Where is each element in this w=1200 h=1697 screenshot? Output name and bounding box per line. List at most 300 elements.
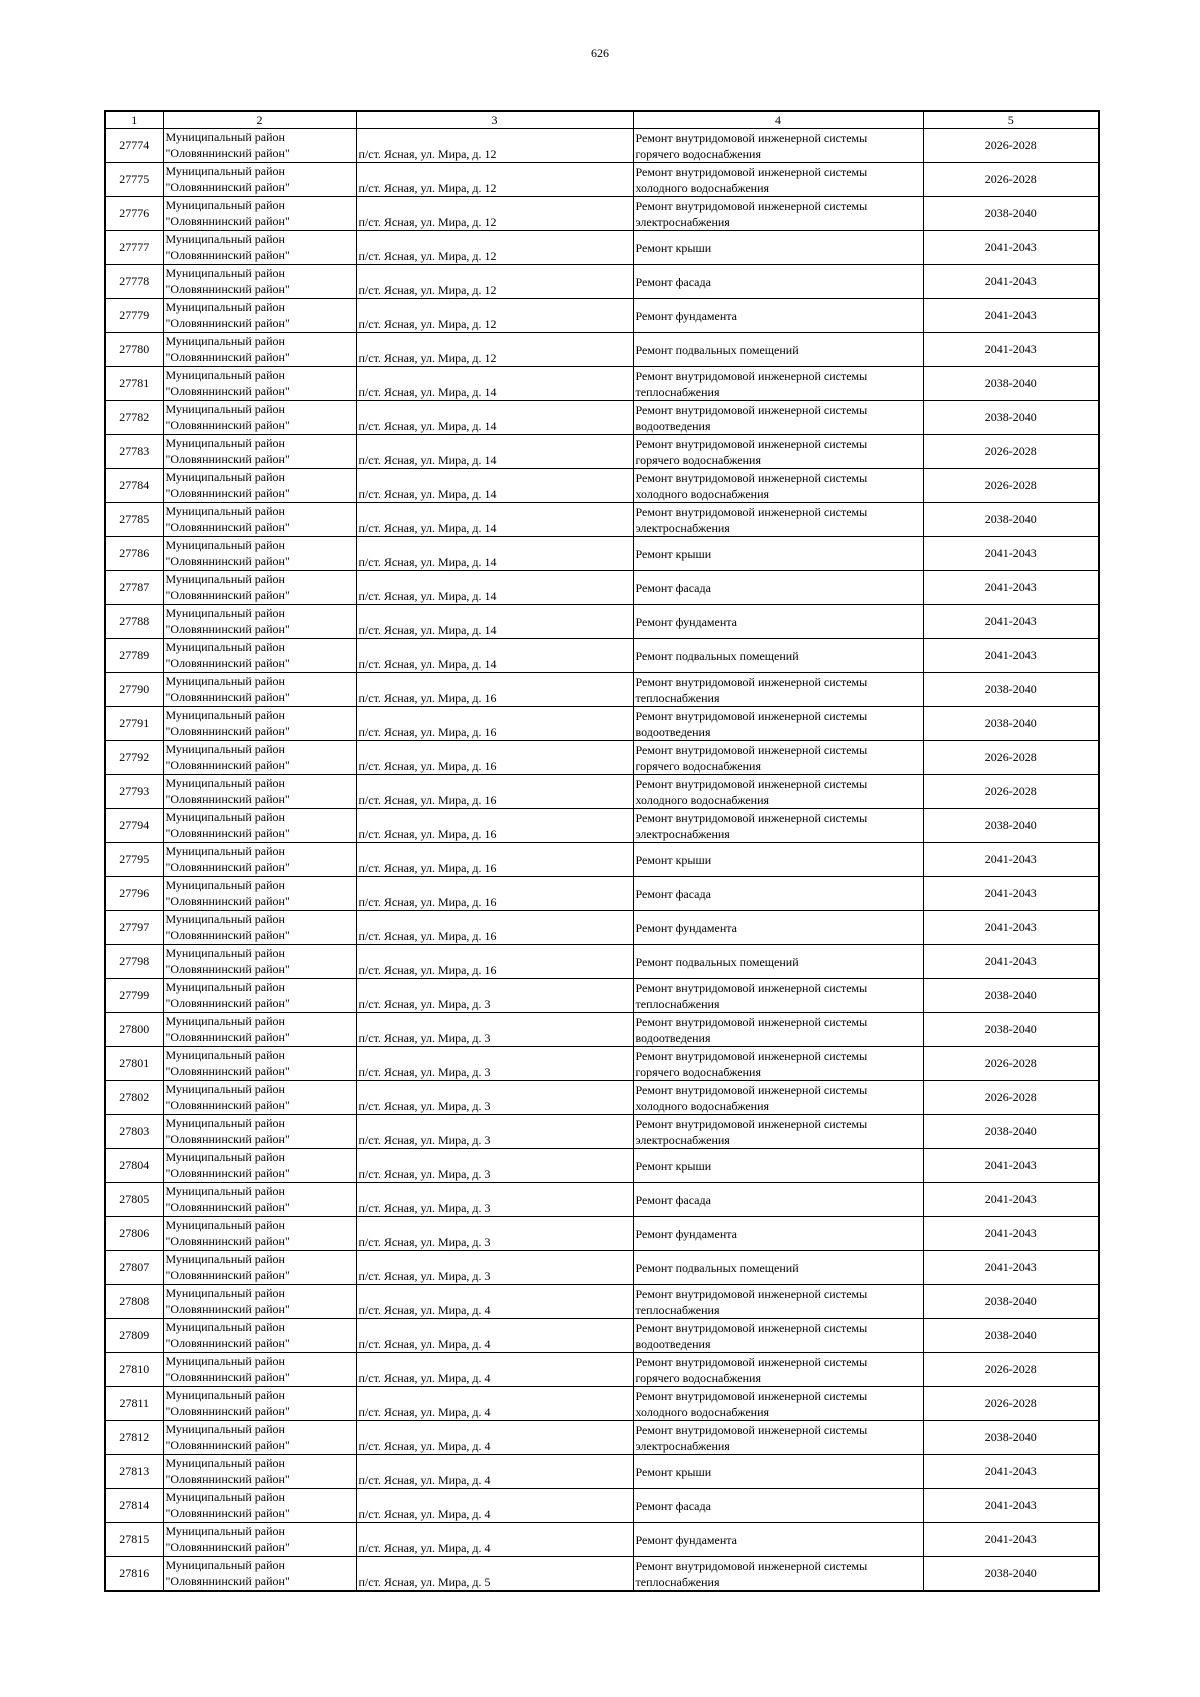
municipality-line-1: Муниципальный район (165, 1558, 285, 1572)
period-cell: 2026-2028 (923, 1387, 1099, 1421)
period-cell: 2038-2040 (923, 1115, 1099, 1149)
period-cell: 2041-2043 (923, 911, 1099, 945)
municipality-line-1: Муниципальный район (165, 368, 285, 382)
address-cell: п/ст. Ясная, ул. Мира, д. 3 (356, 1217, 633, 1251)
work-type-line-1: Ремонт внутридомовой инженерной системы (635, 810, 868, 825)
address-cell: п/ст. Ясная, ул. Мира, д. 16 (356, 707, 633, 741)
period-cell: 2041-2043 (923, 231, 1099, 265)
work-type-line-2: водоотведения (635, 1336, 711, 1351)
municipality-line-1: Муниципальный район (165, 912, 285, 926)
work-type-cell (633, 1013, 923, 1047)
period-cell: 2038-2040 (923, 197, 1099, 231)
work-type-line-1: Ремонт фасада (635, 886, 711, 901)
row-number: 27799 (105, 979, 163, 1013)
municipality-line-2: "Оловяннинский район" (165, 1030, 290, 1044)
work-type-line-1: Ремонт фундамента (635, 308, 737, 323)
work-type-cell (633, 639, 923, 673)
row-number: 27806 (105, 1217, 163, 1251)
work-type-line-2: горячего водоснабжения (635, 146, 761, 161)
work-type-line-1: Ремонт внутридомовой инженерной системы (635, 674, 868, 689)
work-type-line-1: Ремонт внутридомовой инженерной системы (635, 980, 868, 995)
row-number: 27794 (105, 809, 163, 843)
row-number: 27798 (105, 945, 163, 979)
row-number: 27782 (105, 401, 163, 435)
address-cell: п/ст. Ясная, ул. Мира, д. 12 (356, 299, 633, 333)
period-cell: 2041-2043 (923, 1149, 1099, 1183)
table-row (105, 979, 1099, 1013)
municipality-line-2: "Оловяннинский район" (165, 418, 290, 432)
work-type-cell (633, 333, 923, 367)
work-type-cell (633, 1557, 923, 1592)
work-type-cell (633, 979, 923, 1013)
municipality-line-1: Муниципальный район (165, 572, 285, 586)
municipality-cell (163, 163, 356, 197)
address-cell: п/ст. Ясная, ул. Мира, д. 3 (356, 1013, 633, 1047)
municipality-line-2: "Оловяннинский район" (165, 1506, 290, 1520)
work-type-cell (633, 435, 923, 469)
address-cell: п/ст. Ясная, ул. Мира, д. 14 (356, 571, 633, 605)
address-cell: п/ст. Ясная, ул. Мира, д. 12 (356, 197, 633, 231)
work-type-line-2: холодного водоснабжения (635, 792, 770, 807)
work-type-line-2: горячего водоснабжения (635, 452, 761, 467)
municipality-line-2: "Оловяннинский район" (165, 520, 290, 534)
address-cell: п/ст. Ясная, ул. Мира, д. 12 (356, 265, 633, 299)
row-number: 27805 (105, 1183, 163, 1217)
period-cell: 2041-2043 (923, 843, 1099, 877)
municipality-line-1: Муниципальный район (165, 300, 285, 314)
period-cell: 2041-2043 (923, 1489, 1099, 1523)
address-cell: п/ст. Ясная, ул. Мира, д. 4 (356, 1319, 633, 1353)
municipality-line-2: "Оловяннинский район" (165, 656, 290, 670)
work-type-line-1: Ремонт внутридомовой инженерной системы (635, 368, 868, 383)
column-header-3: 3 (356, 111, 633, 129)
row-number: 27815 (105, 1523, 163, 1557)
row-number: 27781 (105, 367, 163, 401)
row-number: 27776 (105, 197, 163, 231)
municipality-line-2: "Оловяннинский район" (165, 792, 290, 806)
municipality-line-2: "Оловяннинский район" (165, 690, 290, 704)
row-number: 27808 (105, 1285, 163, 1319)
work-type-cell (633, 299, 923, 333)
address-cell: п/ст. Ясная, ул. Мира, д. 14 (356, 537, 633, 571)
table-row (105, 1047, 1099, 1081)
municipality-line-1: Муниципальный район (165, 538, 285, 552)
municipality-cell (163, 1489, 356, 1523)
municipality-line-2: "Оловяннинский район" (165, 1574, 290, 1588)
municipality-line-2: "Оловяннинский район" (165, 1540, 290, 1554)
work-type-cell (633, 1523, 923, 1557)
row-number: 27801 (105, 1047, 163, 1081)
table-row (105, 537, 1099, 571)
row-number: 27777 (105, 231, 163, 265)
table-row (105, 1387, 1099, 1421)
work-type-line-1: Ремонт внутридомовой инженерной системы (635, 504, 868, 519)
work-type-cell (633, 367, 923, 401)
address-cell: п/ст. Ясная, ул. Мира, д. 4 (356, 1489, 633, 1523)
table-row (105, 945, 1099, 979)
row-number: 27814 (105, 1489, 163, 1523)
work-type-line-1: Ремонт внутридомовой инженерной системы (635, 1422, 868, 1437)
register-table (104, 110, 1100, 1592)
work-type-line-1: Ремонт подвальных помещений (635, 954, 799, 969)
work-type-cell (633, 1149, 923, 1183)
work-type-line-2: электроснабжения (635, 826, 730, 841)
municipality-line-1: Муниципальный район (165, 1456, 285, 1470)
work-type-cell (633, 231, 923, 265)
municipality-cell (163, 1013, 356, 1047)
address-cell: п/ст. Ясная, ул. Мира, д. 12 (356, 231, 633, 265)
work-type-cell (633, 775, 923, 809)
row-number: 27802 (105, 1081, 163, 1115)
work-type-line-1: Ремонт крыши (635, 852, 712, 867)
address-cell: п/ст. Ясная, ул. Мира, д. 4 (356, 1455, 633, 1489)
work-type-line-1: Ремонт крыши (635, 546, 712, 561)
municipality-line-2: "Оловяннинский район" (165, 1234, 290, 1248)
row-number: 27779 (105, 299, 163, 333)
municipality-line-1: Муниципальный район (165, 164, 285, 178)
work-type-line-2: теплоснабжения (635, 384, 720, 399)
work-type-cell (633, 1387, 923, 1421)
municipality-line-1: Муниципальный район (165, 1354, 285, 1368)
municipality-line-2: "Оловяннинский район" (165, 1268, 290, 1282)
period-cell: 2038-2040 (923, 1421, 1099, 1455)
municipality-line-1: Муниципальный район (165, 878, 285, 892)
address-cell: п/ст. Ясная, ул. Мира, д. 16 (356, 945, 633, 979)
work-type-cell (633, 197, 923, 231)
address-cell: п/ст. Ясная, ул. Мира, д. 14 (356, 435, 633, 469)
work-type-cell (633, 1489, 923, 1523)
municipality-line-2: "Оловяннинский район" (165, 622, 290, 636)
table-row (105, 1523, 1099, 1557)
work-type-line-2: электроснабжения (635, 1438, 730, 1453)
municipality-line-2: "Оловяннинский район" (165, 554, 290, 568)
municipality-line-2: "Оловяннинский район" (165, 1166, 290, 1180)
work-type-line-2: холодного водоснабжения (635, 486, 770, 501)
municipality-cell (163, 129, 356, 163)
municipality-line-1: Муниципальный район (165, 1388, 285, 1402)
municipality-line-2: "Оловяннинский район" (165, 486, 290, 500)
municipality-cell (163, 1523, 356, 1557)
work-type-cell (633, 571, 923, 605)
work-type-line-2: электроснабжения (635, 1132, 730, 1147)
municipality-line-2: "Оловяннинский район" (165, 894, 290, 908)
municipality-cell (163, 673, 356, 707)
period-cell: 2038-2040 (923, 367, 1099, 401)
municipality-line-1: Муниципальный район (165, 1218, 285, 1232)
table-row (105, 1013, 1099, 1047)
municipality-line-1: Муниципальный район (165, 1286, 285, 1300)
address-cell: п/ст. Ясная, ул. Мира, д. 16 (356, 843, 633, 877)
municipality-line-1: Муниципальный район (165, 1184, 285, 1198)
work-type-cell (633, 401, 923, 435)
municipality-line-2: "Оловяннинский район" (165, 282, 290, 296)
municipality-line-2: "Оловяннинский район" (165, 1336, 290, 1350)
row-number: 27785 (105, 503, 163, 537)
row-number: 27807 (105, 1251, 163, 1285)
table-row (105, 1421, 1099, 1455)
municipality-cell (163, 1285, 356, 1319)
work-type-cell (633, 843, 923, 877)
work-type-cell (633, 945, 923, 979)
work-type-line-2: холодного водоснабжения (635, 180, 770, 195)
table-row (105, 401, 1099, 435)
municipality-cell (163, 197, 356, 231)
row-number: 27775 (105, 163, 163, 197)
table-row (105, 1455, 1099, 1489)
address-cell: п/ст. Ясная, ул. Мира, д. 3 (356, 1251, 633, 1285)
row-number: 27789 (105, 639, 163, 673)
municipality-line-1: Муниципальный район (165, 470, 285, 484)
work-type-line-1: Ремонт внутридомовой инженерной системы (635, 470, 868, 485)
row-number: 27800 (105, 1013, 163, 1047)
address-cell: п/ст. Ясная, ул. Мира, д. 12 (356, 129, 633, 163)
municipality-line-1: Муниципальный район (165, 1524, 285, 1538)
row-number: 27786 (105, 537, 163, 571)
work-type-line-2: холодного водоснабжения (635, 1404, 770, 1419)
period-cell: 2026-2028 (923, 1353, 1099, 1387)
municipality-cell (163, 741, 356, 775)
municipality-cell (163, 299, 356, 333)
row-number: 27816 (105, 1557, 163, 1592)
work-type-cell (633, 1217, 923, 1251)
table-body (105, 129, 1099, 1592)
municipality-cell (163, 367, 356, 401)
municipality-cell (163, 911, 356, 945)
period-cell: 2038-2040 (923, 809, 1099, 843)
work-type-line-1: Ремонт внутридомовой инженерной системы (635, 1286, 868, 1301)
municipality-cell (163, 605, 356, 639)
municipality-cell (163, 877, 356, 911)
municipality-line-1: Муниципальный район (165, 130, 285, 144)
period-cell: 2026-2028 (923, 741, 1099, 775)
municipality-line-1: Муниципальный район (165, 1490, 285, 1504)
work-type-line-2: теплоснабжения (635, 996, 720, 1011)
row-number: 27792 (105, 741, 163, 775)
work-type-cell (633, 537, 923, 571)
municipality-line-1: Муниципальный район (165, 946, 285, 960)
work-type-line-2: водоотведения (635, 1030, 711, 1045)
municipality-line-1: Муниципальный район (165, 674, 285, 688)
address-cell: п/ст. Ясная, ул. Мира, д. 4 (356, 1523, 633, 1557)
municipality-cell (163, 979, 356, 1013)
table-row (105, 1183, 1099, 1217)
municipality-cell (163, 843, 356, 877)
work-type-cell (633, 1081, 923, 1115)
municipality-line-2: "Оловяннинский район" (165, 248, 290, 262)
table-row (105, 1251, 1099, 1285)
row-number: 27809 (105, 1319, 163, 1353)
table-row (105, 673, 1099, 707)
row-number: 27804 (105, 1149, 163, 1183)
table-row (105, 741, 1099, 775)
row-number: 27780 (105, 333, 163, 367)
work-type-cell (633, 1115, 923, 1149)
address-cell: п/ст. Ясная, ул. Мира, д. 4 (356, 1387, 633, 1421)
work-type-cell (633, 911, 923, 945)
period-cell: 2026-2028 (923, 1047, 1099, 1081)
work-type-cell (633, 741, 923, 775)
municipality-line-2: "Оловяннинский район" (165, 1064, 290, 1078)
municipality-line-2: "Оловяннинский район" (165, 1200, 290, 1214)
municipality-line-2: "Оловяннинский район" (165, 826, 290, 840)
work-type-line-1: Ремонт внутридомовой инженерной системы (635, 198, 868, 213)
work-type-cell (633, 809, 923, 843)
work-type-line-1: Ремонт крыши (635, 240, 712, 255)
municipality-line-2: "Оловяннинский район" (165, 1404, 290, 1418)
table-row (105, 1115, 1099, 1149)
municipality-cell (163, 1149, 356, 1183)
work-type-cell (633, 605, 923, 639)
work-type-line-1: Ремонт внутридомовой инженерной системы (635, 708, 868, 723)
address-cell: п/ст. Ясная, ул. Мира, д. 12 (356, 333, 633, 367)
address-cell: п/ст. Ясная, ул. Мира, д. 12 (356, 163, 633, 197)
row-number: 27790 (105, 673, 163, 707)
municipality-line-2: "Оловяннинский район" (165, 350, 290, 364)
municipality-cell (163, 503, 356, 537)
work-type-cell (633, 673, 923, 707)
table-row (105, 503, 1099, 537)
work-type-cell (633, 129, 923, 163)
period-cell: 2041-2043 (923, 1523, 1099, 1557)
municipality-cell (163, 231, 356, 265)
municipality-cell (163, 265, 356, 299)
table-row (105, 435, 1099, 469)
municipality-line-2: "Оловяннинский район" (165, 996, 290, 1010)
row-number: 27778 (105, 265, 163, 299)
page-number: 626 (591, 46, 609, 60)
work-type-line-1: Ремонт внутридомовой инженерной системы (635, 130, 868, 145)
table-row (105, 299, 1099, 333)
column-header-1: 1 (105, 111, 163, 129)
address-cell: п/ст. Ясная, ул. Мира, д. 3 (356, 1183, 633, 1217)
row-number: 27793 (105, 775, 163, 809)
table-row (105, 1149, 1099, 1183)
period-cell: 2041-2043 (923, 571, 1099, 605)
address-cell: п/ст. Ясная, ул. Мира, д. 3 (356, 1047, 633, 1081)
municipality-cell (163, 639, 356, 673)
municipality-line-1: Муниципальный район (165, 1252, 285, 1266)
period-cell: 2041-2043 (923, 605, 1099, 639)
table-row (105, 1081, 1099, 1115)
work-type-line-1: Ремонт внутридомовой инженерной системы (635, 1320, 868, 1335)
municipality-line-2: "Оловяннинский район" (165, 1438, 290, 1452)
work-type-cell (633, 707, 923, 741)
period-cell: 2038-2040 (923, 673, 1099, 707)
work-type-cell (633, 163, 923, 197)
municipality-cell (163, 1081, 356, 1115)
period-cell: 2026-2028 (923, 435, 1099, 469)
municipality-line-1: Муниципальный район (165, 1014, 285, 1028)
table-row (105, 469, 1099, 503)
municipality-line-1: Муниципальный район (165, 198, 285, 212)
work-type-cell (633, 877, 923, 911)
work-type-line-1: Ремонт внутридомовой инженерной системы (635, 1048, 868, 1063)
table-row (105, 163, 1099, 197)
row-number: 27774 (105, 129, 163, 163)
municipality-line-1: Муниципальный район (165, 844, 285, 858)
work-type-line-2: водоотведения (635, 724, 711, 739)
municipality-line-2: "Оловяннинский район" (165, 928, 290, 942)
municipality-cell (163, 1217, 356, 1251)
municipality-line-2: "Оловяннинский район" (165, 588, 290, 602)
work-type-cell (633, 469, 923, 503)
table-row (105, 809, 1099, 843)
row-number: 27787 (105, 571, 163, 605)
address-cell: п/ст. Ясная, ул. Мира, д. 14 (356, 639, 633, 673)
address-cell: п/ст. Ясная, ул. Мира, д. 16 (356, 877, 633, 911)
address-cell: п/ст. Ясная, ул. Мира, д. 3 (356, 1081, 633, 1115)
work-type-line-1: Ремонт фасада (635, 1192, 711, 1207)
municipality-line-1: Муниципальный район (165, 334, 285, 348)
table-row (105, 1557, 1099, 1592)
table-row (105, 707, 1099, 741)
row-number: 27797 (105, 911, 163, 945)
table-row (105, 367, 1099, 401)
work-type-line-1: Ремонт подвальных помещений (635, 1260, 799, 1275)
municipality-line-2: "Оловяннинский район" (165, 1098, 290, 1112)
municipality-line-1: Муниципальный район (165, 504, 285, 518)
table-row (105, 877, 1099, 911)
period-cell: 2041-2043 (923, 265, 1099, 299)
municipality-cell (163, 1047, 356, 1081)
period-cell: 2038-2040 (923, 401, 1099, 435)
municipality-line-1: Муниципальный район (165, 1082, 285, 1096)
municipality-cell (163, 1455, 356, 1489)
table-row (105, 843, 1099, 877)
municipality-cell (163, 1115, 356, 1149)
table-row (105, 1217, 1099, 1251)
work-type-line-1: Ремонт крыши (635, 1158, 712, 1173)
period-cell: 2041-2043 (923, 333, 1099, 367)
municipality-cell (163, 401, 356, 435)
period-cell: 2041-2043 (923, 639, 1099, 673)
period-cell: 2026-2028 (923, 469, 1099, 503)
period-cell: 2041-2043 (923, 537, 1099, 571)
row-number: 27784 (105, 469, 163, 503)
municipality-line-2: "Оловяннинский район" (165, 860, 290, 874)
address-cell: п/ст. Ясная, ул. Мира, д. 3 (356, 1115, 633, 1149)
row-number: 27791 (105, 707, 163, 741)
municipality-cell (163, 1251, 356, 1285)
municipality-cell (163, 707, 356, 741)
municipality-cell (163, 1557, 356, 1592)
municipality-line-1: Муниципальный район (165, 980, 285, 994)
row-number: 27813 (105, 1455, 163, 1489)
period-cell: 2038-2040 (923, 1285, 1099, 1319)
period-cell: 2041-2043 (923, 1455, 1099, 1489)
work-type-line-1: Ремонт внутридомовой инженерной системы (635, 402, 868, 417)
municipality-line-1: Муниципальный район (165, 402, 285, 416)
municipality-line-1: Муниципальный район (165, 708, 285, 722)
work-type-cell (633, 1285, 923, 1319)
row-number: 27783 (105, 435, 163, 469)
address-cell: п/ст. Ясная, ул. Мира, д. 3 (356, 979, 633, 1013)
municipality-line-1: Муниципальный район (165, 742, 285, 756)
period-cell: 2026-2028 (923, 129, 1099, 163)
column-header-5: 5 (923, 111, 1099, 129)
work-type-cell (633, 1455, 923, 1489)
work-type-cell (633, 1047, 923, 1081)
work-type-line-1: Ремонт внутридомовой инженерной системы (635, 1354, 868, 1369)
municipality-line-1: Муниципальный район (165, 606, 285, 620)
municipality-line-2: "Оловяннинский район" (165, 180, 290, 194)
period-cell: 2041-2043 (923, 1251, 1099, 1285)
table-row (105, 911, 1099, 945)
municipality-line-2: "Оловяннинский район" (165, 384, 290, 398)
period-cell: 2026-2028 (923, 775, 1099, 809)
work-type-line-1: Ремонт фундамента (635, 920, 737, 935)
municipality-cell (163, 435, 356, 469)
